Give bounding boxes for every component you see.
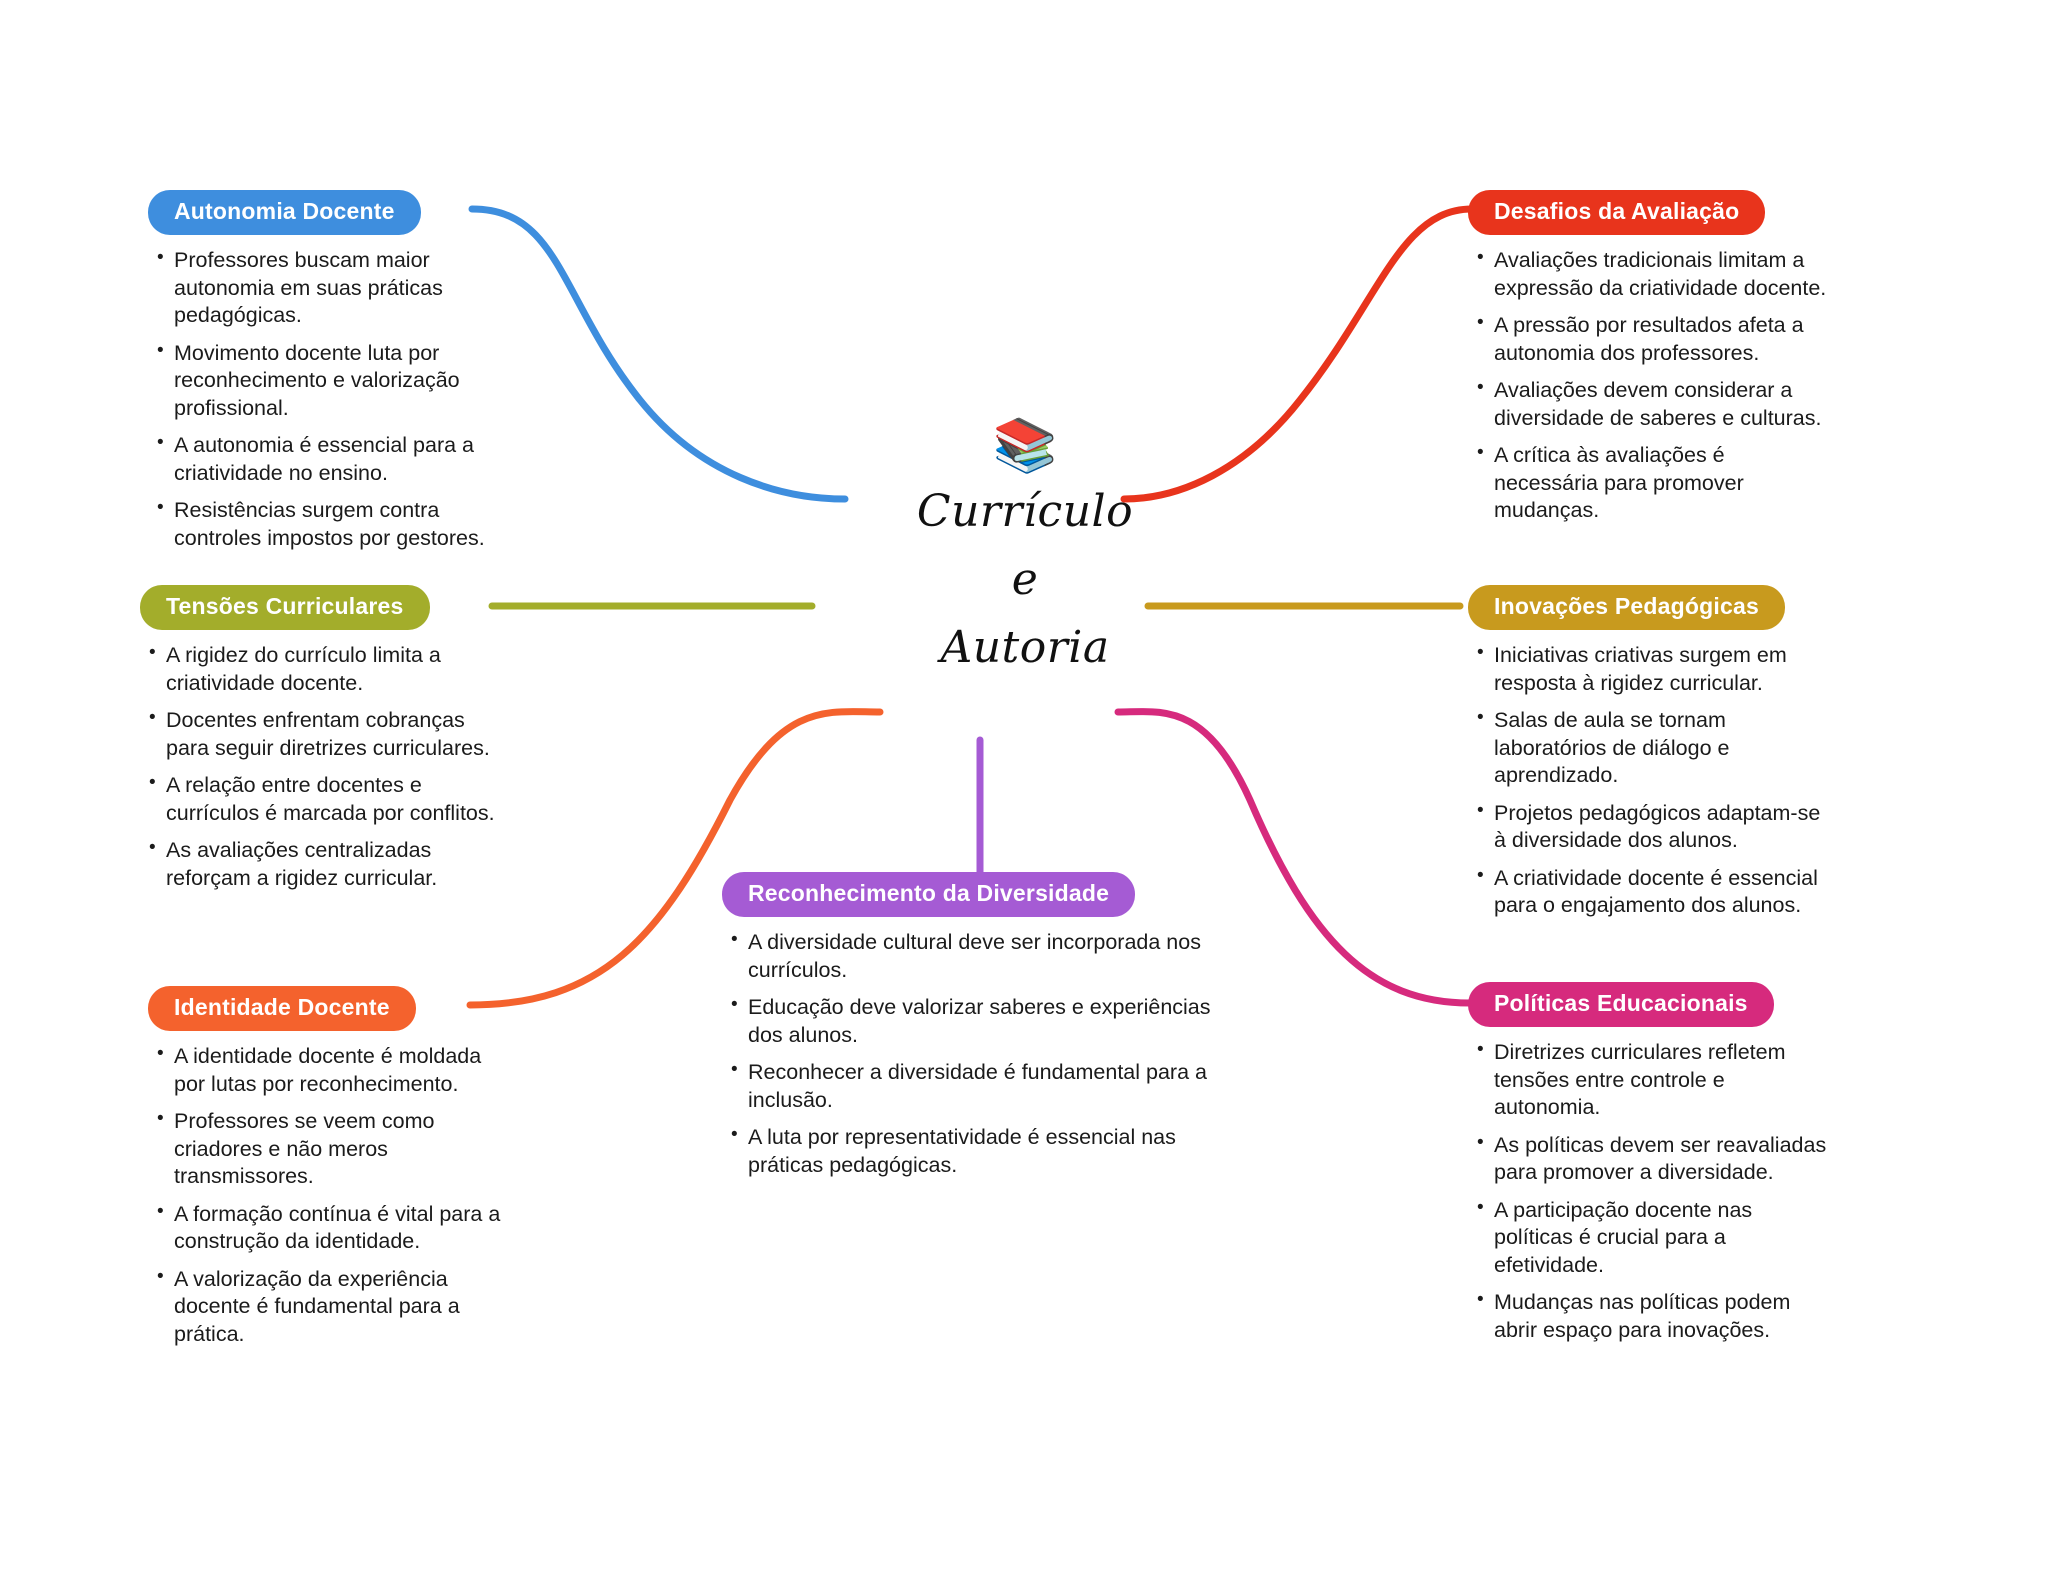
branch-body-reconhecimento-diversidade: [722, 917, 1242, 1179]
list-item: • Educação deve valorizar saberes e experiências dos alunos.: [726, 994, 1242, 1049]
branch-identidade-docente[interactable]: [148, 986, 508, 1358]
branch-header-identidade-docente[interactable]: Identidade Docente: [148, 986, 416, 1031]
list-item: • As políticas devem ser reavaliadas para promover a diversidade.: [1472, 1132, 1828, 1187]
branch-header-politicas-educacionais[interactable]: Políticas Educacionais: [1468, 982, 1774, 1027]
list-item: • A diversidade cultural deve ser incorporada nos currículos.: [726, 929, 1242, 984]
list-item: • A luta por representatividade é essencial nas práticas pedagógicas.: [726, 1124, 1242, 1179]
center-title-line-1: Currículo: [916, 486, 1134, 537]
branch-body-identidade-docente: [148, 1031, 508, 1348]
list-item: • Projetos pedagógicos adaptam-se à diversidade dos alunos.: [1472, 800, 1828, 855]
connector-autonomia-docente: [472, 209, 845, 499]
list-item: • A participação docente nas políticas é crucial para a efetividade.: [1472, 1197, 1828, 1280]
list-item: • Mudanças nas políticas podem abrir espaço para inovações.: [1472, 1289, 1828, 1344]
branch-list-reconhecimento-diversidade: [726, 929, 1242, 1179]
branch-list-autonomia-docente: [152, 247, 508, 552]
list-item: • Salas de aula se tornam laboratórios de diálogo e aprendizado.: [1472, 707, 1828, 790]
branch-header-reconhecimento-diversidade[interactable]: Reconhecimento da Diversidade: [722, 872, 1135, 917]
list-item: • Diretrizes curriculares refletem tensões entre controle e autonomia.: [1472, 1039, 1828, 1122]
branch-list-inovacoes-pedagogicas: [1472, 642, 1828, 920]
branch-header-tensoes-curriculares[interactable]: Tensões Curriculares: [140, 585, 430, 630]
center-title-line-3: Autoria: [940, 622, 1110, 674]
list-item: • A valorização da experiência docente é fundamental para a prática.: [152, 1266, 508, 1349]
branch-body-autonomia-docente: [148, 235, 508, 552]
list-item: • Docentes enfrentam cobranças para seguir diretrizes curriculares.: [144, 707, 500, 762]
list-item: • Reconhecer a diversidade é fundamental para a inclusão.: [726, 1059, 1242, 1114]
branch-body-tensoes-curriculares: [140, 630, 500, 892]
list-item: • Movimento docente luta por reconhecimento e valorização profissional.: [152, 340, 508, 423]
list-item: • Professores se veem como criadores e não meros transmissores.: [152, 1108, 508, 1191]
list-item: • Avaliações tradicionais limitam a expressão da criatividade docente.: [1472, 247, 1828, 302]
branch-body-politicas-educacionais: [1468, 1027, 1828, 1344]
branch-header-desafios-avaliacao[interactable]: Desafios da Avaliação: [1468, 190, 1765, 235]
branch-tensoes-curriculares[interactable]: [140, 585, 500, 902]
list-item: • Iniciativas criativas surgem em resposta à rigidez curricular.: [1472, 642, 1828, 697]
branch-list-tensoes-curriculares: [144, 642, 500, 892]
branch-politicas-educacionais[interactable]: [1468, 982, 1828, 1354]
list-item: • A formação contínua é vital para a construção da identidade.: [152, 1201, 508, 1256]
list-item: • Resistências surgem contra controles impostos por gestores.: [152, 497, 508, 552]
branch-list-politicas-educacionais: [1472, 1039, 1828, 1344]
books-icon: 📚: [992, 417, 1058, 475]
list-item: • As avaliações centralizadas reforçam a rigidez curricular.: [144, 837, 500, 892]
list-item: • A relação entre docentes e currículos é marcada por conflitos.: [144, 772, 500, 827]
branch-inovacoes-pedagogicas[interactable]: [1468, 585, 1828, 930]
branch-header-inovacoes-pedagogicas[interactable]: Inovações Pedagógicas: [1468, 585, 1785, 630]
branch-reconhecimento-diversidade[interactable]: [722, 872, 1242, 1189]
list-item: • A autonomia é essencial para a criatividade no ensino.: [152, 432, 508, 487]
branch-desafios-avaliacao[interactable]: [1468, 190, 1828, 535]
list-item: • A identidade docente é moldada por lutas por reconhecimento.: [152, 1043, 508, 1098]
branch-list-desafios-avaliacao: [1472, 247, 1828, 525]
branch-list-identidade-docente: [152, 1043, 508, 1348]
branch-body-inovacoes-pedagogicas: [1468, 630, 1828, 920]
branch-header-autonomia-docente[interactable]: Autonomia Docente: [148, 190, 421, 235]
list-item: • A criatividade docente é essencial para o engajamento dos alunos.: [1472, 865, 1828, 920]
center-node: [830, 417, 1220, 683]
list-item: • A rigidez do currículo limita a criatividade docente.: [144, 642, 500, 697]
branch-autonomia-docente[interactable]: [148, 190, 508, 562]
center-title: [830, 478, 1220, 683]
center-title-line-2: e: [1011, 554, 1039, 606]
list-item: • A pressão por resultados afeta a autonomia dos professores.: [1472, 312, 1828, 367]
branch-body-desafios-avaliacao: [1468, 235, 1828, 525]
list-item: • A crítica às avaliações é necessária para promover mudanças.: [1472, 442, 1828, 525]
list-item: • Professores buscam maior autonomia em suas práticas pedagógicas.: [152, 247, 508, 330]
list-item: • Avaliações devem considerar a diversidade de saberes e culturas.: [1472, 377, 1828, 432]
